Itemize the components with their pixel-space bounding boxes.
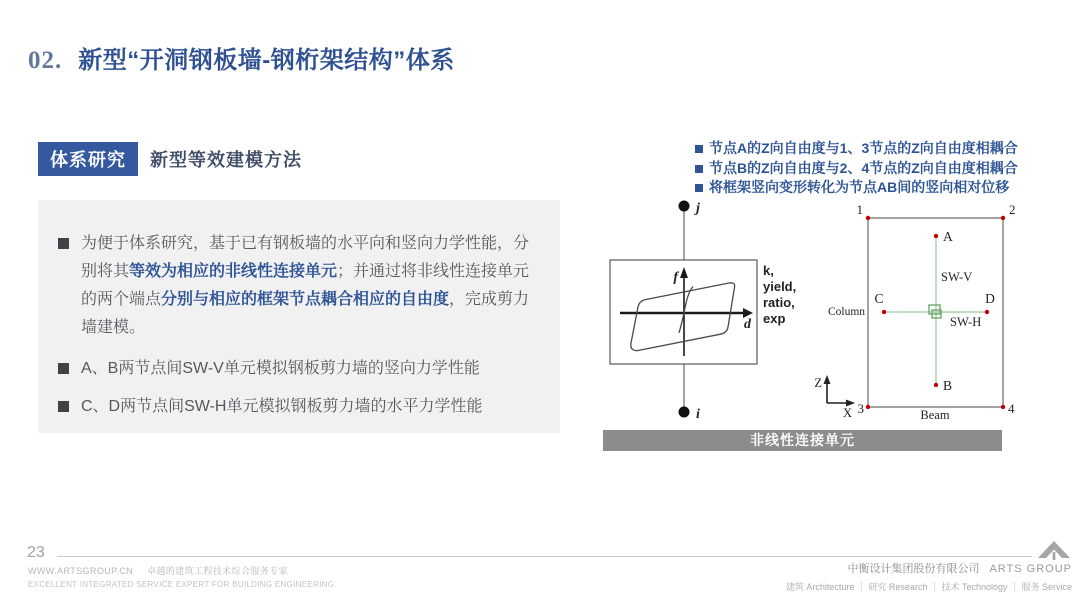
highlight-run: 分别与相应的框架节点耦合相应的自由度 (161, 291, 450, 308)
axis-z-label: Z (814, 376, 822, 390)
node-C-label: C (874, 291, 884, 306)
sw-h-label: SW-H (950, 315, 982, 329)
coupling-notes-list (695, 139, 1070, 198)
services-line: 建筑 Architecture ｜ 研究 Research ｜ 技术 Technology ｜ 服务 Service (785, 582, 1072, 592)
square-bullet-icon (695, 145, 703, 153)
content-bullet-1 (58, 230, 540, 342)
section-subtitle: 新型等效建模方法 (150, 150, 302, 170)
axis-f-label: f (673, 270, 678, 285)
square-bullet-icon (58, 363, 69, 374)
axis-d-label: d (744, 317, 751, 332)
company-name-cn: 中衡设计集团股份有限公司 (847, 563, 980, 575)
square-bullet-icon (695, 184, 703, 192)
content-bullet-3 (58, 393, 540, 419)
list-item (695, 139, 1070, 159)
footer-left (28, 564, 334, 589)
list-item (695, 159, 1070, 179)
node-B-label: B (943, 378, 953, 393)
node-i-label: i (696, 407, 700, 422)
corner-1-label: 1 (856, 202, 863, 217)
content-box (38, 200, 560, 433)
section-number: 02. (28, 47, 63, 74)
node-j-label: j (696, 201, 700, 216)
content-bullet-2 (58, 355, 540, 381)
axis-x-label: X (843, 406, 853, 420)
node-A-label: A (943, 229, 953, 244)
note-text: 节点B的Z向自由度与2、4节点的Z向自由度相耦合 (709, 159, 1018, 176)
company-name-en: ARTS GROUP (989, 563, 1072, 575)
corner-3-label: 3 (857, 401, 864, 416)
slogan-cn: 卓越的建筑工程技术综合服务专家 (147, 566, 289, 576)
section-badge: 体系研究 (38, 142, 138, 176)
node-D-label: D (985, 291, 995, 306)
sw-v-label: SW-V (941, 270, 973, 284)
footer-divider (57, 556, 1032, 557)
note-text: 节点A的Z向自由度与1、3节点的Z向自由度相耦合 (709, 140, 1018, 156)
header (28, 40, 455, 75)
note-text: 将框架竖向变形转化为节点AB间的竖向相对位移 (709, 179, 1010, 195)
bullet-text: A、B两节点间SW-V单元模拟钢板剪力墙的竖向力学性能 (81, 360, 480, 377)
text-run: 为便于体系研究，基于已有钢板墙的水平向和竖向力学性能，分别将其 (81, 235, 530, 280)
node-i-dot (679, 407, 690, 418)
slogan-en: EXCELLENT INTEGRATED SERVICE EXPERT FOR BUILDING ENGINEERING (28, 580, 335, 589)
column-label: Column (828, 306, 866, 318)
param-k: k, (763, 263, 774, 278)
footer-right (786, 560, 1072, 593)
highlight-run: 等效为相应的非线性连接单元 (129, 263, 338, 280)
frame-model-diagram (810, 195, 1045, 430)
param-ratio: ratio, (763, 295, 795, 310)
square-bullet-icon (58, 401, 69, 412)
text-run: ，完成剪力墙建模。 (81, 291, 530, 336)
square-bullet-icon (695, 165, 703, 173)
text-run: ；并通过将非线性连接单元的两个端点 (81, 263, 530, 308)
bullet-text (81, 230, 540, 342)
corner-2-label: 2 (1009, 202, 1016, 217)
square-bullet-icon (58, 238, 69, 249)
bullet-text: C、D两节点间SW-H单元模拟钢板剪力墙的水平力学性能 (81, 398, 483, 415)
diagram-caption: 非线性连接单元 (603, 430, 1002, 451)
param-yield: yield, (763, 279, 797, 294)
beam-label: Beam (920, 408, 950, 422)
param-exp: exp (763, 311, 786, 326)
corner-4-label: 4 (1008, 401, 1015, 416)
node-j-dot (679, 201, 690, 212)
website-url: WWW.ARTSGROUP.CN (28, 566, 134, 576)
page-number: 23 (27, 544, 45, 561)
section-row (38, 142, 302, 176)
page-title: 新型“开洞钢板墙-钢桁架结构”体系 (78, 47, 455, 74)
nonlinear-link-diagram (600, 196, 810, 426)
